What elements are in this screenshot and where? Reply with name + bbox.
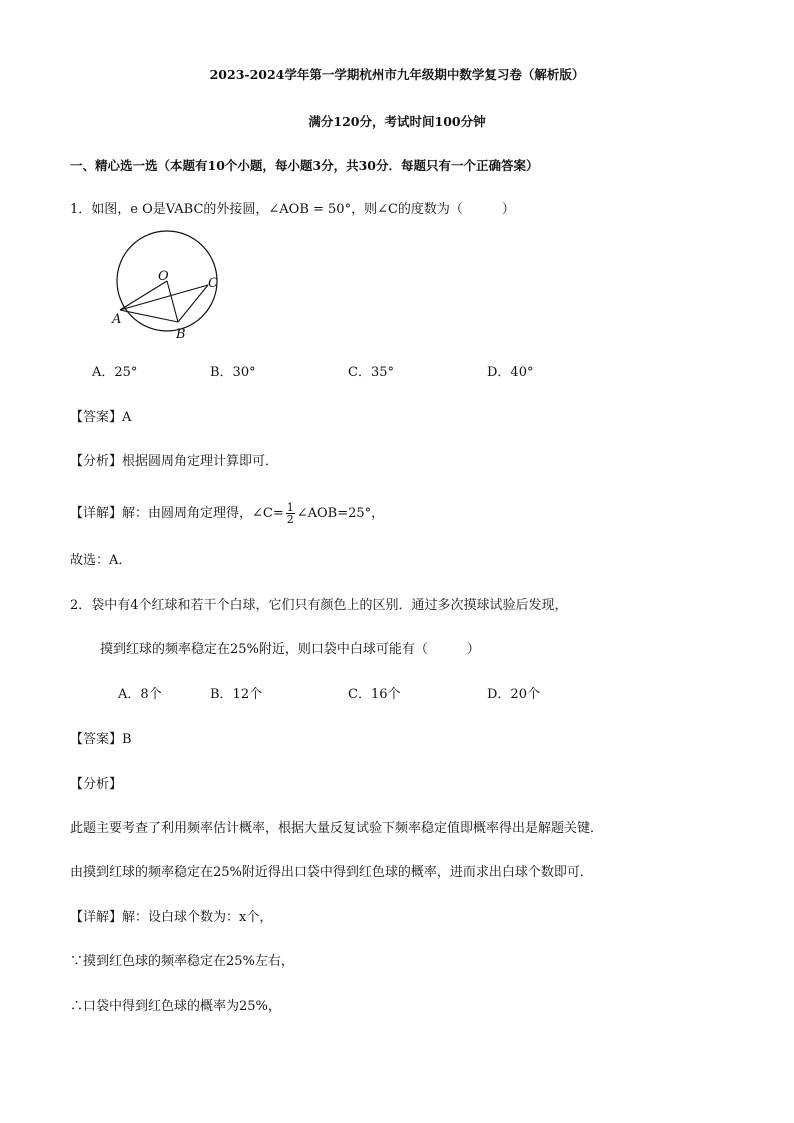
document-subtitle: 满分120分，考试时间100分钟: [308, 114, 486, 129]
q2-analysis-heading: 【分析】: [70, 777, 123, 792]
label-A: A: [112, 312, 122, 327]
circle-figure: [105, 230, 235, 350]
q2-detail-line3: ∴口袋中得到红色球的概率为25%，: [70, 999, 281, 1014]
q1-option-a: A．25°: [92, 365, 138, 380]
segment-BC: [178, 285, 208, 322]
q1-detail: [70, 502, 384, 525]
fraction-one-half: [286, 502, 295, 525]
q2-option-c: C．16个: [348, 687, 401, 702]
document-title: 2023-2024学年第一学期杭州市九年级期中数学复习卷（解析版）: [209, 67, 585, 82]
question-2-stem-line1: 2．袋中有4个红球和若干个白球，它们只有颜色上的区别．通过多次摸球试验后发现，: [70, 598, 568, 613]
section-heading: 一、精心选一选（本题有10个小题，每小题3分，共30分．每题只有一个正确答案）: [70, 158, 539, 173]
question-2-stem-line2: 摸到红球的频率稳定在25%附近，则口袋中白球可能有（ ）: [100, 642, 480, 657]
q1-answer: 【答案】A: [70, 410, 132, 425]
q2-option-d: D．20个: [487, 687, 540, 702]
q2-analysis-line2: 由摸到红球的频率稳定在25%附近得出口袋中得到红色球的概率，进而求出白球个数即可．: [70, 865, 593, 880]
q2-option-a: A．8个: [118, 687, 162, 702]
q1-detail-prefix: 【详解】解：由圆周角定理得，∠C=: [70, 506, 284, 521]
label-O: O: [158, 269, 169, 284]
q2-analysis-line1: 此题主要考查了利用频率估计概率，根据大量反复试验下频率稳定值即概率得出是解题关键．: [70, 821, 604, 836]
q2-answer: 【答案】B: [70, 732, 132, 747]
fraction-denominator: 2: [286, 513, 294, 526]
segment-AC: [120, 285, 208, 310]
q1-option-b: B．30°: [210, 365, 256, 380]
segment-OB: [167, 281, 178, 322]
question-1-stem: 1．如图，e O是VABC的外接圆，∠AOB = 50°，则∠C的度数为（ ）: [70, 202, 515, 217]
q2-detail-line1: 【详解】解：设白球个数为：x个，: [70, 910, 273, 925]
q2-option-b: B．12个: [210, 687, 263, 702]
q1-option-d: D．40°: [487, 365, 534, 380]
fraction-numerator: 1: [286, 501, 294, 514]
label-C: C: [208, 276, 218, 291]
q2-detail-line2: ∵摸到红色球的频率稳定在25%左右，: [70, 954, 294, 969]
q1-detail-suffix: ∠AOB=25°，: [296, 506, 385, 521]
q1-option-c: C．35°: [348, 365, 394, 380]
label-B: B: [176, 327, 186, 342]
q1-conclusion: 故选：A．: [70, 553, 132, 568]
segment-OA: [120, 281, 167, 310]
q1-analysis: 【分析】根据圆周角定理计算即可．: [70, 454, 279, 469]
segment-AB: [120, 310, 178, 322]
